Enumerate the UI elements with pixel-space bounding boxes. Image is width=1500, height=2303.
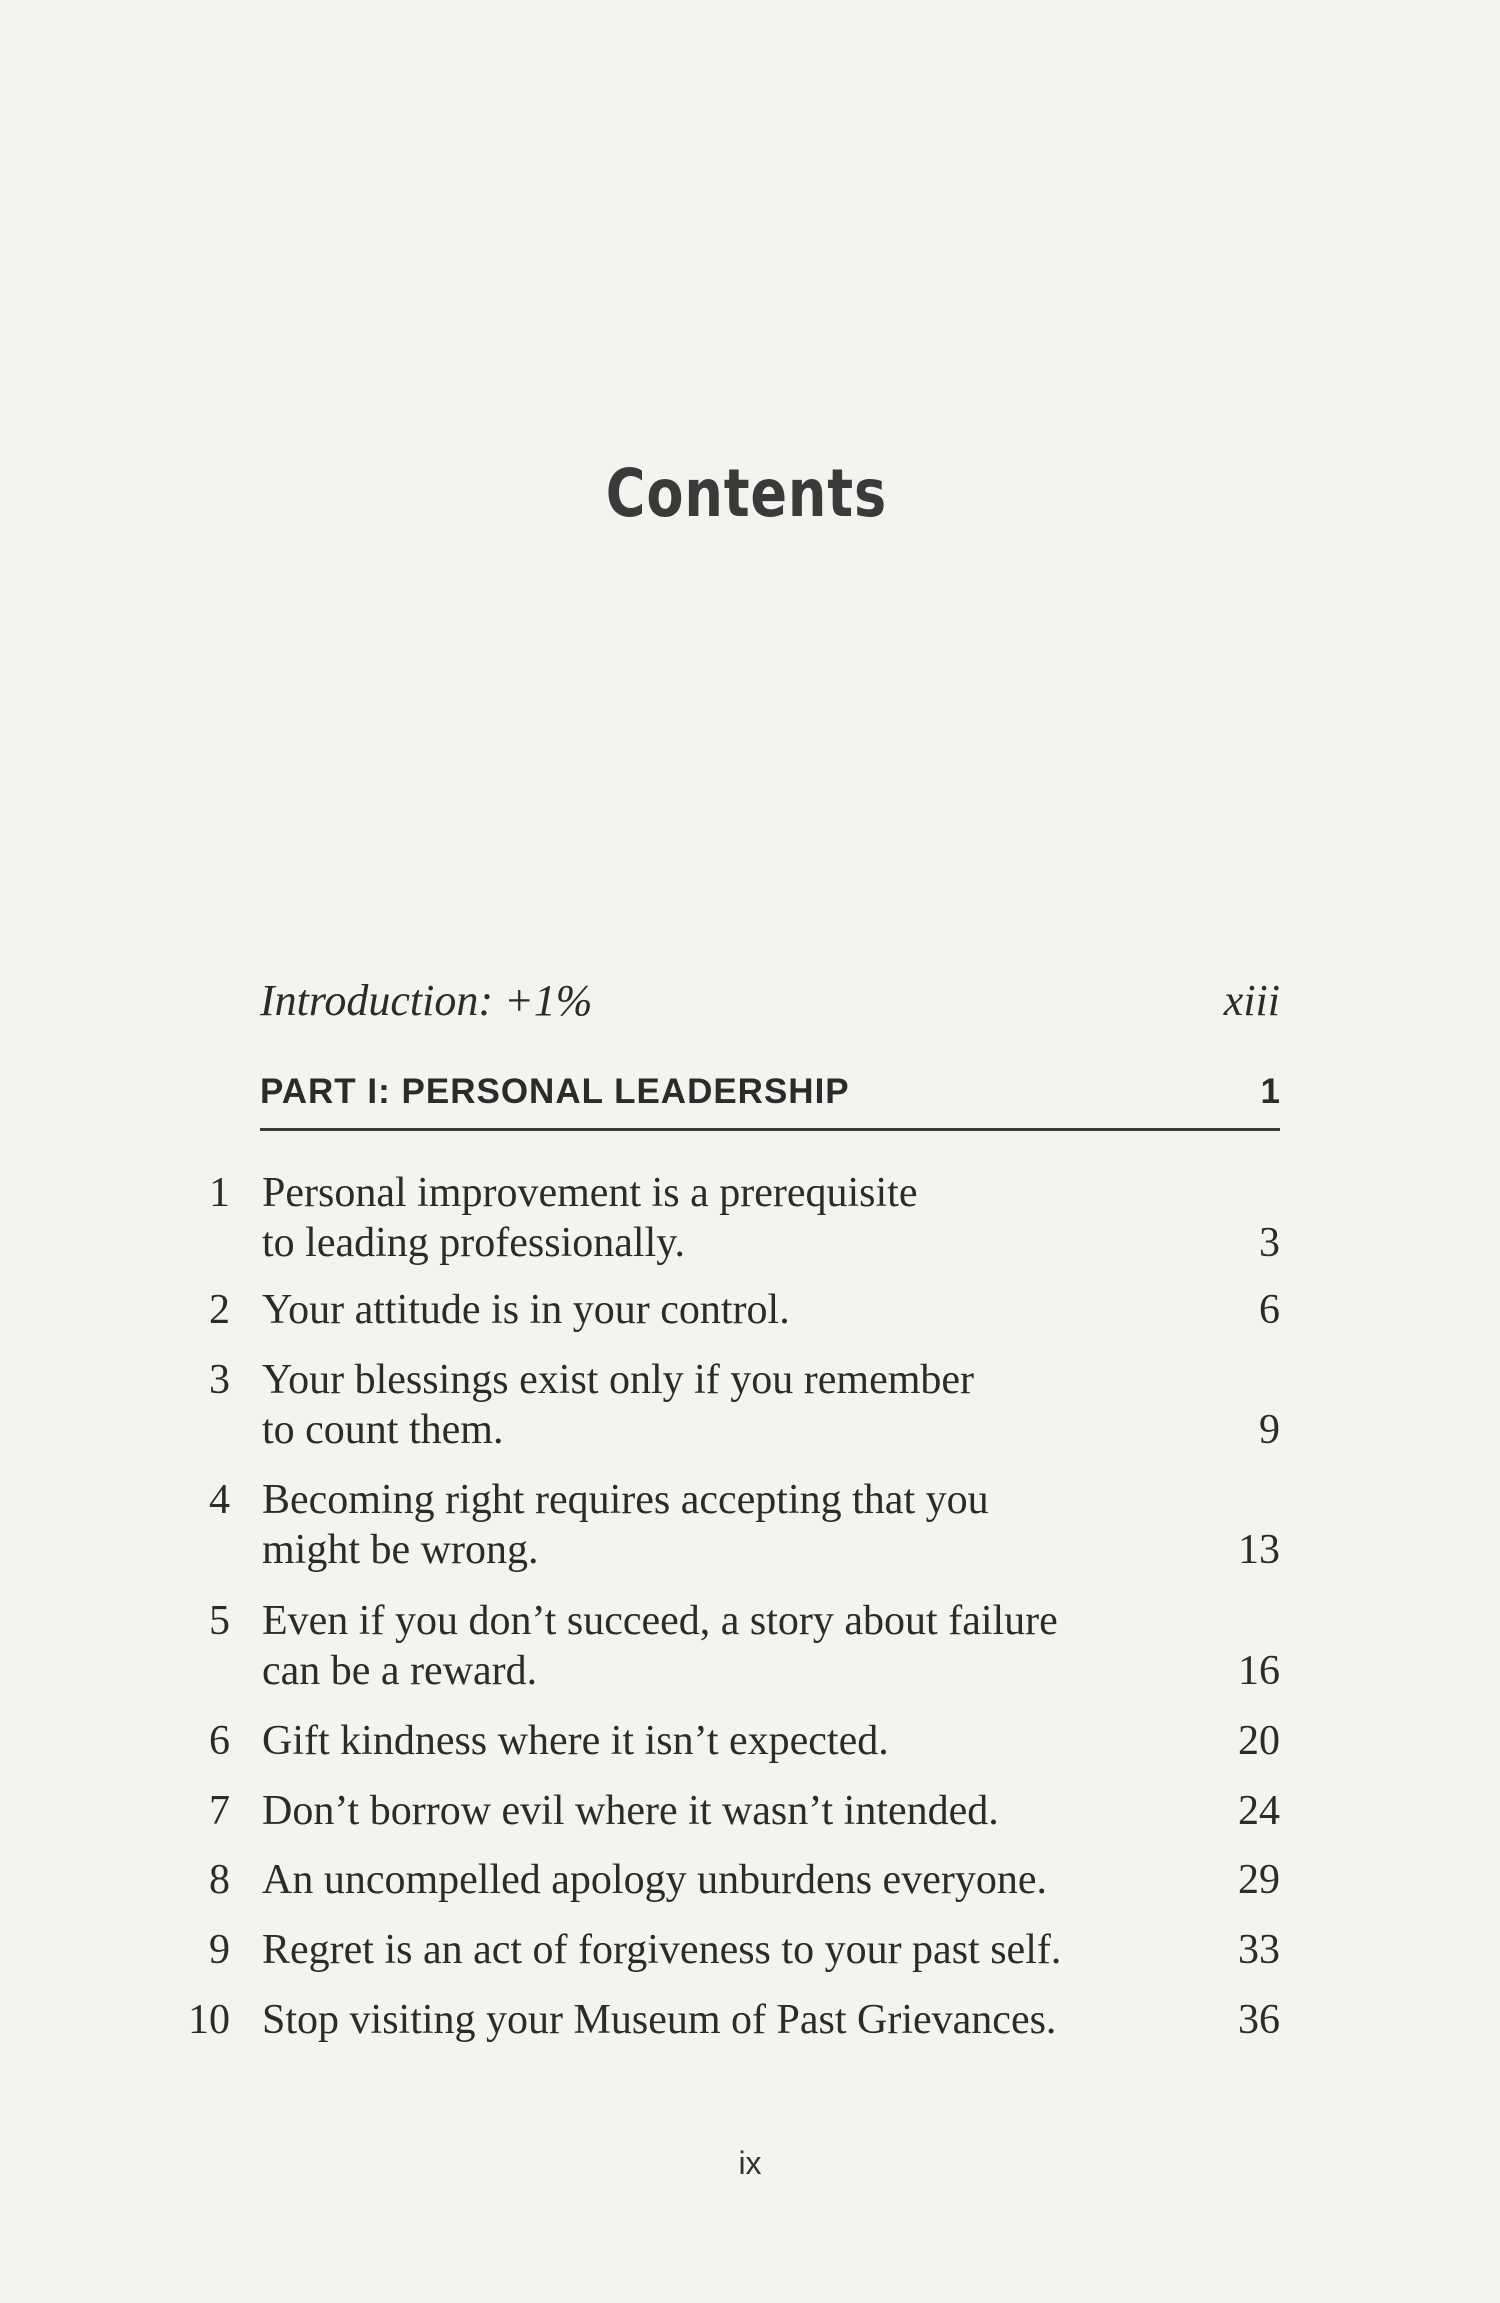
- toc-entry-4[interactable]: [150, 1475, 1280, 1575]
- intro-page-number: xiii: [1223, 976, 1280, 1025]
- page-folio: ix: [738, 2145, 762, 2181]
- chapter-page-number: 3: [1259, 1220, 1280, 1266]
- chapter-page-number: 16: [1238, 1648, 1280, 1694]
- chapter-page-number: 6: [1259, 1287, 1280, 1333]
- chapter-title: Regret is an act of forgiveness to your past self.: [262, 1927, 1062, 1973]
- chapter-title: Stop visiting your Museum of Past Grievances.: [262, 1997, 1057, 2043]
- chapter-page-number: 20: [1238, 1718, 1280, 1764]
- chapter-page-number: 33: [1238, 1927, 1280, 1973]
- toc-entry-7[interactable]: [150, 1786, 1280, 1836]
- part-title: PART I: PERSONAL LEADERSHIP: [260, 1072, 850, 1111]
- chapter-number: 9: [209, 1927, 230, 1973]
- toc-entry-3[interactable]: [150, 1355, 1280, 1455]
- chapter-number: 5: [209, 1598, 230, 1644]
- chapter-page-number: 13: [1238, 1527, 1280, 1573]
- chapter-title: Personal improvement is a prerequisite to leading professionally.: [262, 1170, 918, 1266]
- chapter-number: 3: [209, 1357, 230, 1403]
- chapter-number: 4: [209, 1477, 230, 1523]
- chapter-number: 2: [209, 1287, 230, 1333]
- chapter-title: An uncompelled apology unburdens everyone.: [262, 1857, 1047, 1903]
- toc-entry-9[interactable]: [150, 1925, 1280, 1975]
- chapter-page-number: 24: [1238, 1788, 1280, 1834]
- toc-entry-6[interactable]: [150, 1716, 1280, 1766]
- chapter-page-number: 36: [1238, 1997, 1280, 2043]
- chapter-number: 1: [209, 1170, 230, 1216]
- chapter-number: 10: [188, 1997, 230, 2043]
- chapter-title: Your blessings exist only if you remember to count them.: [262, 1357, 975, 1453]
- toc-entry-1[interactable]: [150, 1168, 1280, 1268]
- chapter-page-number: 9: [1259, 1407, 1280, 1453]
- toc-intro-row[interactable]: [260, 975, 1280, 1035]
- toc-part-heading[interactable]: [260, 1072, 1280, 1131]
- toc-entry-5[interactable]: [150, 1596, 1280, 1696]
- chapter-number: 8: [209, 1857, 230, 1903]
- chapter-title: Your attitude is in your control.: [262, 1287, 790, 1333]
- toc-entry-8[interactable]: [150, 1855, 1280, 1905]
- intro-title: Introduction: +1%: [260, 976, 593, 1025]
- chapter-number: 6: [209, 1718, 230, 1764]
- chapter-title: Don’t borrow evil where it wasn’t intended.: [262, 1788, 999, 1834]
- chapter-title: Becoming right requires accepting that you might be wrong.: [262, 1477, 989, 1573]
- chapter-title: Gift kindness where it isn’t expected.: [262, 1718, 889, 1764]
- chapter-title: Even if you don’t succeed, a story about failure can be a reward.: [262, 1598, 1058, 1694]
- toc-entry-2[interactable]: [150, 1285, 1280, 1335]
- toc-entry-10[interactable]: [150, 1995, 1280, 2045]
- part-page-number: 1: [1260, 1072, 1280, 1111]
- page-title: Contents: [605, 455, 887, 532]
- chapter-number: 7: [209, 1788, 230, 1834]
- chapter-page-number: 29: [1238, 1857, 1280, 1903]
